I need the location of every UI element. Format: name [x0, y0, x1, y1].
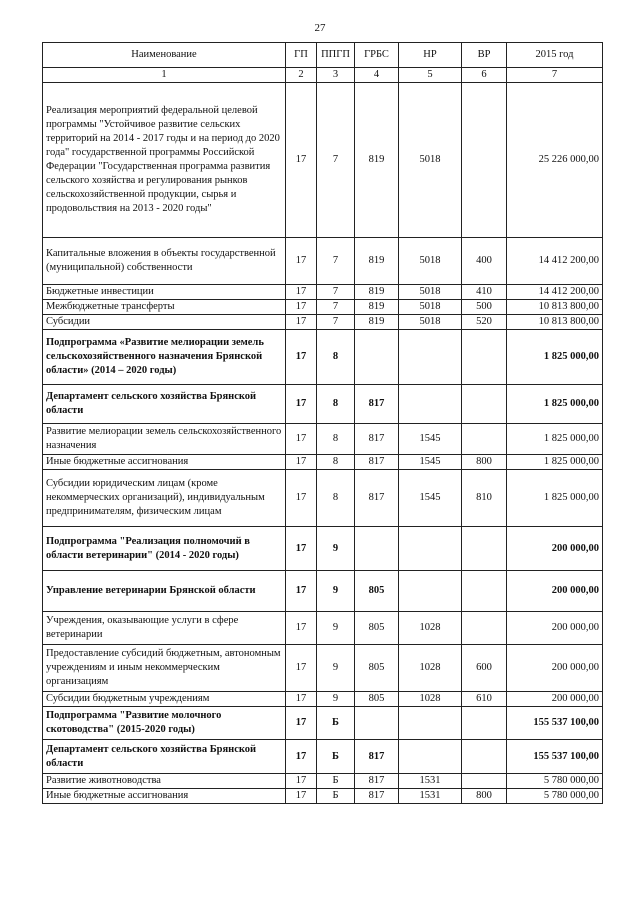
table-row — [43, 740, 603, 774]
row-grbs: 805 — [355, 692, 399, 707]
header-gp: ГП — [286, 43, 317, 68]
row-gp: 17 — [286, 83, 317, 238]
row-ppgp: Б — [317, 789, 355, 804]
row-amount: 1 825 000,00 — [507, 470, 603, 527]
row-gp: 17 — [286, 612, 317, 645]
row-vr — [462, 707, 507, 740]
row-nr — [399, 385, 462, 424]
table-row — [43, 789, 603, 804]
row-ppgp: 8 — [317, 470, 355, 527]
row-ppgp: 9 — [317, 571, 355, 612]
row-nr — [399, 707, 462, 740]
row-amount: 10 813 800,00 — [507, 315, 603, 330]
row-nr: 1545 — [399, 424, 462, 455]
row-amount: 155 537 100,00 — [507, 740, 603, 774]
row-grbs: 817 — [355, 789, 399, 804]
header-ppgp: ППГП — [317, 43, 355, 68]
row-name: Развитие мелиорации земель сельскохозяйственного назначения — [43, 424, 286, 455]
row-gp: 17 — [286, 300, 317, 315]
table-row — [43, 285, 603, 300]
row-grbs: 819 — [355, 300, 399, 315]
row-grbs: 817 — [355, 424, 399, 455]
row-nr: 5018 — [399, 238, 462, 285]
row-grbs: 817 — [355, 774, 399, 789]
row-ppgp: 7 — [317, 300, 355, 315]
header-name: Наименование — [43, 43, 286, 68]
row-gp: 17 — [286, 315, 317, 330]
row-ppgp: 9 — [317, 527, 355, 571]
header-row — [43, 43, 603, 68]
row-nr: 1531 — [399, 774, 462, 789]
row-name: Подпрограмма «Развитие мелиорации земель сельскохозяйственного назначения Брянской области» (2014 – 2020 годы) — [43, 330, 286, 385]
table-row — [43, 385, 603, 424]
row-grbs: 805 — [355, 645, 399, 692]
row-vr: 400 — [462, 238, 507, 285]
row-amount: 200 000,00 — [507, 571, 603, 612]
row-nr: 1028 — [399, 692, 462, 707]
row-ppgp: 8 — [317, 330, 355, 385]
column-number: 6 — [462, 68, 507, 83]
header-vr: ВР — [462, 43, 507, 68]
row-vr: 810 — [462, 470, 507, 527]
row-grbs: 817 — [355, 455, 399, 470]
row-vr — [462, 527, 507, 571]
column-number: 4 — [355, 68, 399, 83]
row-name: Департамент сельского хозяйства Брянской области — [43, 385, 286, 424]
row-amount: 1 825 000,00 — [507, 330, 603, 385]
table-row — [43, 645, 603, 692]
row-vr — [462, 330, 507, 385]
table-row — [43, 571, 603, 612]
row-ppgp: 8 — [317, 385, 355, 424]
row-nr: 5018 — [399, 300, 462, 315]
table-row — [43, 424, 603, 455]
table-row — [43, 527, 603, 571]
row-gp: 17 — [286, 774, 317, 789]
row-name: Субсидии юридическим лицам (кроме некоммерческих организаций), индивидуальным предпринимателям, физическим лицам — [43, 470, 286, 527]
table-row — [43, 612, 603, 645]
row-amount: 200 000,00 — [507, 692, 603, 707]
row-grbs: 805 — [355, 571, 399, 612]
row-grbs: 819 — [355, 238, 399, 285]
row-nr: 5018 — [399, 315, 462, 330]
row-grbs: 819 — [355, 83, 399, 238]
row-ppgp: 9 — [317, 612, 355, 645]
row-gp: 17 — [286, 330, 317, 385]
row-grbs: 817 — [355, 385, 399, 424]
row-name: Учреждения, оказывающие услуги в сфере ветеринарии — [43, 612, 286, 645]
row-name: Управление ветеринарии Брянской области — [43, 571, 286, 612]
row-nr: 1545 — [399, 470, 462, 527]
row-gp: 17 — [286, 385, 317, 424]
column-number: 3 — [317, 68, 355, 83]
row-ppgp: 7 — [317, 83, 355, 238]
column-number: 1 — [43, 68, 286, 83]
row-grbs — [355, 330, 399, 385]
table-row — [43, 238, 603, 285]
row-vr: 610 — [462, 692, 507, 707]
row-ppgp: 9 — [317, 692, 355, 707]
row-gp: 17 — [286, 527, 317, 571]
row-amount: 200 000,00 — [507, 612, 603, 645]
row-amount: 200 000,00 — [507, 645, 603, 692]
row-gp: 17 — [286, 455, 317, 470]
table-row — [43, 300, 603, 315]
row-name: Подпрограмма "Реализация полномочий в области ветеринарии" (2014 - 2020 годы) — [43, 527, 286, 571]
row-ppgp: 8 — [317, 455, 355, 470]
row-gp: 17 — [286, 571, 317, 612]
row-nr — [399, 527, 462, 571]
row-gp: 17 — [286, 285, 317, 300]
row-ppgp: Б — [317, 774, 355, 789]
header-year: 2015 год — [507, 43, 603, 68]
row-amount: 14 412 200,00 — [507, 285, 603, 300]
row-nr: 1531 — [399, 789, 462, 804]
page-number: 27 — [314, 22, 326, 34]
row-nr: 1028 — [399, 645, 462, 692]
row-amount: 14 412 200,00 — [507, 238, 603, 285]
row-amount: 5 780 000,00 — [507, 789, 603, 804]
row-nr: 1545 — [399, 455, 462, 470]
row-vr: 520 — [462, 315, 507, 330]
table-body — [43, 83, 603, 804]
row-name: Департамент сельского хозяйства Брянской области — [43, 740, 286, 774]
row-name: Субсидии — [43, 315, 286, 330]
row-vr: 800 — [462, 789, 507, 804]
row-ppgp: 9 — [317, 645, 355, 692]
table-row — [43, 83, 603, 238]
row-gp: 17 — [286, 645, 317, 692]
row-vr: 410 — [462, 285, 507, 300]
row-vr: 600 — [462, 645, 507, 692]
row-nr: 5018 — [399, 285, 462, 300]
row-name: Развитие животноводства — [43, 774, 286, 789]
column-number: 5 — [399, 68, 462, 83]
row-nr — [399, 571, 462, 612]
header-grbs: ГРБС — [355, 43, 399, 68]
budget-table — [42, 42, 603, 804]
row-vr: 500 — [462, 300, 507, 315]
row-vr — [462, 83, 507, 238]
row-grbs: 817 — [355, 740, 399, 774]
row-amount: 155 537 100,00 — [507, 707, 603, 740]
row-grbs: 817 — [355, 470, 399, 527]
column-number: 7 — [507, 68, 603, 83]
row-name: Подпрограмма "Развитие молочного скотоводства" (2015-2020 годы) — [43, 707, 286, 740]
row-name: Реализация мероприятий федеральной целевой программы "Устойчивое развитие сельских территорий на 2014 - 2017 годы и на период до 2020 года" государственной программы Российской Федерации "Государственная программа развития сельского хозяйства и регулирования рынков сельскохозяйственной продукции, сырья и продовольствия на 2013 - 2020 годы" — [43, 83, 286, 238]
row-name: Иные бюджетные ассигнования — [43, 455, 286, 470]
row-grbs — [355, 527, 399, 571]
header-nr: НР — [399, 43, 462, 68]
row-name: Капитальные вложения в объекты государственной (муниципальной) собственности — [43, 238, 286, 285]
row-nr: 1028 — [399, 612, 462, 645]
row-amount: 25 226 000,00 — [507, 83, 603, 238]
table-row — [43, 455, 603, 470]
row-amount: 5 780 000,00 — [507, 774, 603, 789]
row-ppgp: Б — [317, 707, 355, 740]
row-grbs: 819 — [355, 285, 399, 300]
row-grbs: 819 — [355, 315, 399, 330]
row-gp: 17 — [286, 424, 317, 455]
row-name: Межбюджетные трансферты — [43, 300, 286, 315]
row-name: Субсидии бюджетным учреждениям — [43, 692, 286, 707]
row-vr — [462, 740, 507, 774]
row-grbs — [355, 707, 399, 740]
row-name: Иные бюджетные ассигнования — [43, 789, 286, 804]
row-gp: 17 — [286, 789, 317, 804]
table-row — [43, 470, 603, 527]
row-vr: 800 — [462, 455, 507, 470]
column-number: 2 — [286, 68, 317, 83]
row-vr — [462, 612, 507, 645]
row-amount: 200 000,00 — [507, 527, 603, 571]
row-amount: 1 825 000,00 — [507, 385, 603, 424]
row-gp: 17 — [286, 238, 317, 285]
row-vr — [462, 424, 507, 455]
row-vr — [462, 385, 507, 424]
row-nr — [399, 740, 462, 774]
column-number-row — [43, 68, 603, 83]
row-nr — [399, 330, 462, 385]
row-gp: 17 — [286, 740, 317, 774]
row-vr — [462, 571, 507, 612]
row-amount: 1 825 000,00 — [507, 455, 603, 470]
row-name: Предоставление субсидий бюджетным, автономным учреждениям и иным некоммерческим организациям — [43, 645, 286, 692]
row-gp: 17 — [286, 470, 317, 527]
table-row — [43, 692, 603, 707]
table-row — [43, 330, 603, 385]
row-amount: 1 825 000,00 — [507, 424, 603, 455]
row-gp: 17 — [286, 707, 317, 740]
row-ppgp: 7 — [317, 285, 355, 300]
row-name: Бюджетные инвестиции — [43, 285, 286, 300]
row-amount: 10 813 800,00 — [507, 300, 603, 315]
row-ppgp: 8 — [317, 424, 355, 455]
row-vr — [462, 774, 507, 789]
row-gp: 17 — [286, 692, 317, 707]
row-ppgp: 7 — [317, 238, 355, 285]
row-ppgp: 7 — [317, 315, 355, 330]
table-row — [43, 315, 603, 330]
row-ppgp: Б — [317, 740, 355, 774]
table-row — [43, 707, 603, 740]
row-grbs: 805 — [355, 612, 399, 645]
row-nr: 5018 — [399, 83, 462, 238]
table-row — [43, 774, 603, 789]
